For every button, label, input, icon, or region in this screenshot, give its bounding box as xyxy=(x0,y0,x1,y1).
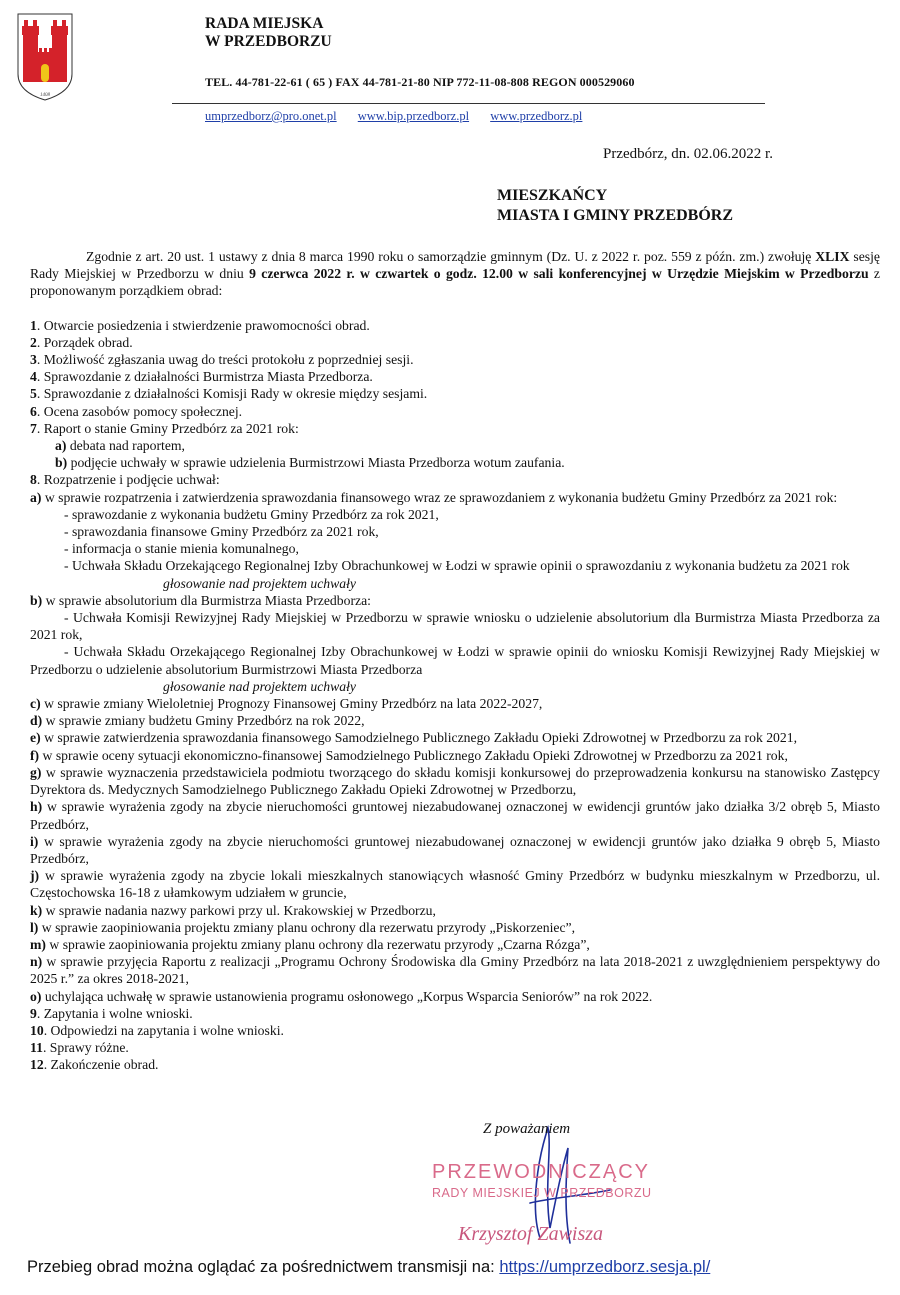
agenda-item xyxy=(30,317,880,334)
agenda-item xyxy=(30,523,880,540)
footer xyxy=(27,1258,710,1277)
org-name xyxy=(205,15,332,51)
agenda-item-key: f) xyxy=(30,747,40,763)
agenda-item-text: . Zapytania i wolne wnioski. xyxy=(36,1005,193,1021)
agenda-item xyxy=(30,988,880,1005)
bip-link[interactable]: www.bip.przedborz.pl xyxy=(357,109,470,123)
agenda-item-text: . Porządek obrad. xyxy=(36,334,133,350)
agenda-item xyxy=(30,695,880,712)
agenda-item-text: . Sprawozdanie z działalności Burmistrza Miasta Przedborza. xyxy=(36,369,373,385)
agenda-item-text: w sprawie absolutorium dla Burmistrza Miasta Przedborza: xyxy=(42,592,371,608)
agenda-item-text: - sprawozdania finansowe Gminy Przedbórz za 2021 rok, xyxy=(64,524,379,540)
agenda-item-key: k) xyxy=(30,902,43,918)
agenda-item-key: 4 xyxy=(30,369,37,385)
header-links xyxy=(205,109,600,124)
agenda-item-text: w sprawie przyjęcia Raportu z realizacji „Programu Ochrony Środowiska dla Gminy Przedbórz na lata 2018-2021 z uwzględnieniem perspektywy do 2025 r.” za okres 2018-2021, xyxy=(30,954,880,987)
agenda-item-key: n) xyxy=(30,954,43,970)
website-link[interactable]: www.przedborz.pl xyxy=(490,109,583,123)
agenda-item xyxy=(30,351,880,368)
agenda-item xyxy=(30,592,880,609)
agenda-item-text: - Uchwała Składu Orzekającego Regionalnej Izby Obrachunkowej w Łodzi w sprawie opinii do wniosku Komisji Rewizyjnej Rady Miejskiej w Przedborzu o udzielenie absolutorium Burmistrzowi Miasta Przedborza xyxy=(30,644,880,677)
contact-details: TEL. 44-781-22-61 ( 65 ) FAX 44-781-21-80 NIP 772-11-08-808 REGON 000529060 xyxy=(205,75,635,89)
org-name-line2: W PRZEDBORZU xyxy=(205,33,332,50)
footer-text: Przebieg obrad można oglądać za pośrednictwem transmisji na: xyxy=(27,1258,495,1276)
stamp-signer-name: Krzysztof Zawisza xyxy=(458,1223,604,1245)
agenda-item xyxy=(30,454,880,471)
agenda-item-text: w sprawie zmiany Wieloletniej Prognozy Finansowej Gminy Przedbórz na lata 2022-2027, xyxy=(40,696,543,712)
agenda-item-key: d) xyxy=(30,713,43,729)
agenda-item-key: 11 xyxy=(30,1040,43,1056)
agenda-item xyxy=(30,764,880,798)
agenda-item xyxy=(30,953,880,987)
agenda-item-text: - informacja o stanie mienia komunalnego, xyxy=(64,541,299,557)
agenda-item-text: debata nad raportem, xyxy=(66,438,185,454)
agenda-item xyxy=(30,557,880,574)
agenda-item xyxy=(30,403,880,420)
agenda-item-text: w sprawie nadania nazwy parkowi przy ul. Krakowskiej w Przedborzu, xyxy=(42,902,436,918)
agenda-item-key: 10 xyxy=(30,1022,44,1038)
agenda-item-text: głosowanie nad projektem uchwały xyxy=(163,575,356,591)
agenda-item-text: w sprawie zmiany budżetu Gminy Przedbórz na rok 2022, xyxy=(42,713,365,729)
agenda-item-text: . Możliwość zgłaszania uwag do treści protokołu z poprzedniej sesji. xyxy=(36,352,414,368)
email-link[interactable]: umprzedborz@pro.onet.pl xyxy=(205,109,337,123)
agenda-item-text: . Sprawozdanie z działalności Komisji Rady w okresie między sesjami. xyxy=(36,386,428,402)
agenda-item xyxy=(30,420,880,437)
agenda-item-text: w sprawie wyrażenia zgody na zbycie nieruchomości gruntowej niezabudowanej oznaczonej w ewidencji gruntów jako działka 3/2 obręb 5, Miasto Przedbórz, xyxy=(30,799,880,832)
agenda-item xyxy=(30,678,880,695)
agenda-item-text: . Odpowiedzi na zapytania i wolne wnioski. xyxy=(43,1022,284,1038)
agenda-item-key: i) xyxy=(30,833,39,849)
agenda-item xyxy=(30,1022,880,1039)
addressee-line2: MIASTA I GMINY PRZEDBÓRZ xyxy=(497,207,734,224)
agenda-list xyxy=(30,317,880,1074)
svg-text:1408: 1408 xyxy=(40,93,50,98)
agenda-item-key: 12 xyxy=(30,1057,44,1073)
coat-of-arms-logo xyxy=(15,12,75,102)
org-name-line1: RADA MIEJSKA xyxy=(205,15,324,32)
agenda-item xyxy=(30,334,880,351)
closing-phrase: Z poważaniem xyxy=(483,1121,571,1137)
addressee xyxy=(497,186,733,226)
agenda-item-text: w sprawie zatwierdzenia sprawozdania finansowego Samodzielnego Publicznego Zakładu Opieki Zdrowotnej w Przedborzu za rok 2021, xyxy=(40,730,798,746)
agenda-item-key: 2 xyxy=(30,334,37,350)
agenda-item-key: 1 xyxy=(30,317,37,333)
agenda-item xyxy=(30,506,880,523)
stamp-subtitle: RADY MIEJSKIEJ W PRZEDBORZU xyxy=(432,1186,652,1200)
agenda-item xyxy=(30,747,880,764)
agenda-item xyxy=(30,833,880,867)
agenda-item xyxy=(30,575,880,592)
agenda-item-key: 5 xyxy=(30,386,37,402)
intro-paragraph: Zgodnie z art. 20 ust. 1 ustawy z dnia 8 marca 1990 roku o samorządzie gminnym (Dz. U. z 2022 r. poz. 559 z późn. zm.) zwołuję XLIX sesję Rady Miejskiej w Przedborzu w dniu 9 czerwca 2022 r. w czwartek o godz. 12.00 w sali konferencyjnej w Urzędzie Miejskim w Przedborzu z proponowanym porządkiem obrad: xyxy=(30,249,881,299)
agenda-item-key: 7 xyxy=(30,420,37,436)
agenda-item-text: głosowanie nad projektem uchwały xyxy=(163,678,356,694)
header-divider xyxy=(172,103,765,104)
agenda-item-key: c) xyxy=(30,696,41,712)
agenda-item-key: b) xyxy=(55,455,68,471)
stream-link[interactable]: https://umprzedborz.sesja.pl/ xyxy=(499,1258,711,1276)
agenda-item xyxy=(30,1039,880,1056)
agenda-item-key: o) xyxy=(30,988,42,1004)
agenda-item xyxy=(30,540,880,557)
agenda-item xyxy=(30,489,880,506)
agenda-item xyxy=(30,643,880,677)
agenda-item-key: 6 xyxy=(30,403,37,419)
stamp-title: PRZEWODNICZĄCY xyxy=(432,1161,650,1183)
agenda-item xyxy=(30,1005,880,1022)
agenda-item xyxy=(30,936,880,953)
agenda-item-text: w sprawie wyrażenia zgody na zbycie lokali mieszkalnych stanowiących własność Gminy Przedbórz w budynku mieszkalnym w Przedborzu, ul. Częstochowska 16-18 z ułamkowym udziałem w gruncie, xyxy=(30,868,880,901)
agenda-item xyxy=(30,368,880,385)
agenda-item-key: j) xyxy=(30,868,40,884)
agenda-item-text: w sprawie wyznaczenia przedstawiciela podmiotu tworzącego do składu komisji konkursowej do przeprowadzenia konkursu na stanowisko Zastępcy Dyrektora ds. Medycznych Samodzielnego Publicznego Zakładu Opieki Zdrowotnej w Przedborzu, xyxy=(30,764,880,798)
agenda-item-text: w sprawie rozpatrzenia i zatwierdzenia sprawozdania finansowego wraz ze sprawozdaniem z wykonania budżetu Gminy Przedbórz za 2021 rok: xyxy=(41,489,838,505)
agenda-item-key: 9 xyxy=(30,1005,37,1021)
agenda-item xyxy=(30,1056,880,1073)
agenda-item-text: . Sprawy różne. xyxy=(42,1040,129,1056)
agenda-item-key: e) xyxy=(30,730,41,746)
addressee-line1: MIESZKAŃCY xyxy=(497,187,608,204)
agenda-item-text: w sprawie wyrażenia zgody na zbycie nieruchomości gruntowej niezabudowanej oznaczonej w ewidencji gruntów jako działka 9 obręb 5, Miasto Przedbórz, xyxy=(30,833,880,866)
agenda-item-key: a) xyxy=(55,438,67,454)
agenda-item-text: uchylająca uchwałę w sprawie ustanowienia programu osłonowego „Korpus Wsparcia Seniorów” na rok 2022. xyxy=(41,988,653,1004)
agenda-item xyxy=(30,902,880,919)
agenda-item xyxy=(30,471,880,488)
agenda-item-key: a) xyxy=(30,489,42,505)
agenda-item-text: . Rozpatrzenie i podjęcie uchwał: xyxy=(36,472,220,488)
agenda-item-key: m) xyxy=(30,936,46,952)
agenda-item-key: l) xyxy=(30,919,39,935)
agenda-item-text: podjęcie uchwały w sprawie udzielenia Burmistrzowi Miasta Przedborza wotum zaufania. xyxy=(67,455,565,471)
letter-date: Przedbórz, dn. 02.06.2022 r. xyxy=(603,146,773,162)
agenda-item-text: w sprawie oceny sytuacji ekonomiczno-finansowej Samodzielnego Publicznego Zakładu Opieki Zdrowotnej w Przedborzu za 2021 rok, xyxy=(39,747,788,763)
agenda-item-text: . Ocena zasobów pomocy społecznej. xyxy=(36,403,243,419)
agenda-item-key: b) xyxy=(30,592,43,608)
agenda-item-text: . Zakończenie obrad. xyxy=(43,1057,159,1073)
agenda-item xyxy=(30,712,880,729)
agenda-item xyxy=(30,919,880,936)
agenda-item xyxy=(30,798,880,832)
agenda-item-key: h) xyxy=(30,799,43,815)
agenda-item xyxy=(30,385,880,402)
letter-body xyxy=(30,248,880,1074)
agenda-item-text: - sprawozdanie z wykonania budżetu Gminy Przedbórz za rok 2021, xyxy=(64,506,439,522)
agenda-item-text: . Raport o stanie Gminy Przedbórz za 2021 rok: xyxy=(36,420,299,436)
agenda-item xyxy=(30,867,880,901)
agenda-item-key: 8 xyxy=(30,472,37,488)
agenda-item xyxy=(30,729,880,746)
agenda-item xyxy=(30,437,880,454)
agenda-item-text: . Otwarcie posiedzenia i stwierdzenie prawomocności obrad. xyxy=(36,317,370,333)
agenda-item-text: w sprawie zaopiniowania projektu zmiany planu ochrony dla rezerwatu przyrody „Czarna Rózga”, xyxy=(45,936,590,952)
agenda-item-key: 3 xyxy=(30,352,37,368)
agenda-item xyxy=(30,609,880,643)
agenda-item-key: g) xyxy=(30,764,42,780)
agenda-item-text: w sprawie zaopiniowania projektu zmiany planu ochrony dla rezerwatu przyrody „Piskorzeniec”, xyxy=(38,919,576,935)
agenda-item-text: - Uchwała Komisji Rewizyjnej Rady Miejskiej w Przedborzu w sprawie wniosku o udzielenie absolutorium dla Burmistrza Miasta Przedborza za 2021 rok, xyxy=(30,610,880,643)
agenda-item-text: - Uchwała Składu Orzekającego Regionalnej Izby Obrachunkowej w Łodzi w sprawie opinii o sprawozdaniu z wykonania budżetu za 2021 rok xyxy=(64,558,850,574)
